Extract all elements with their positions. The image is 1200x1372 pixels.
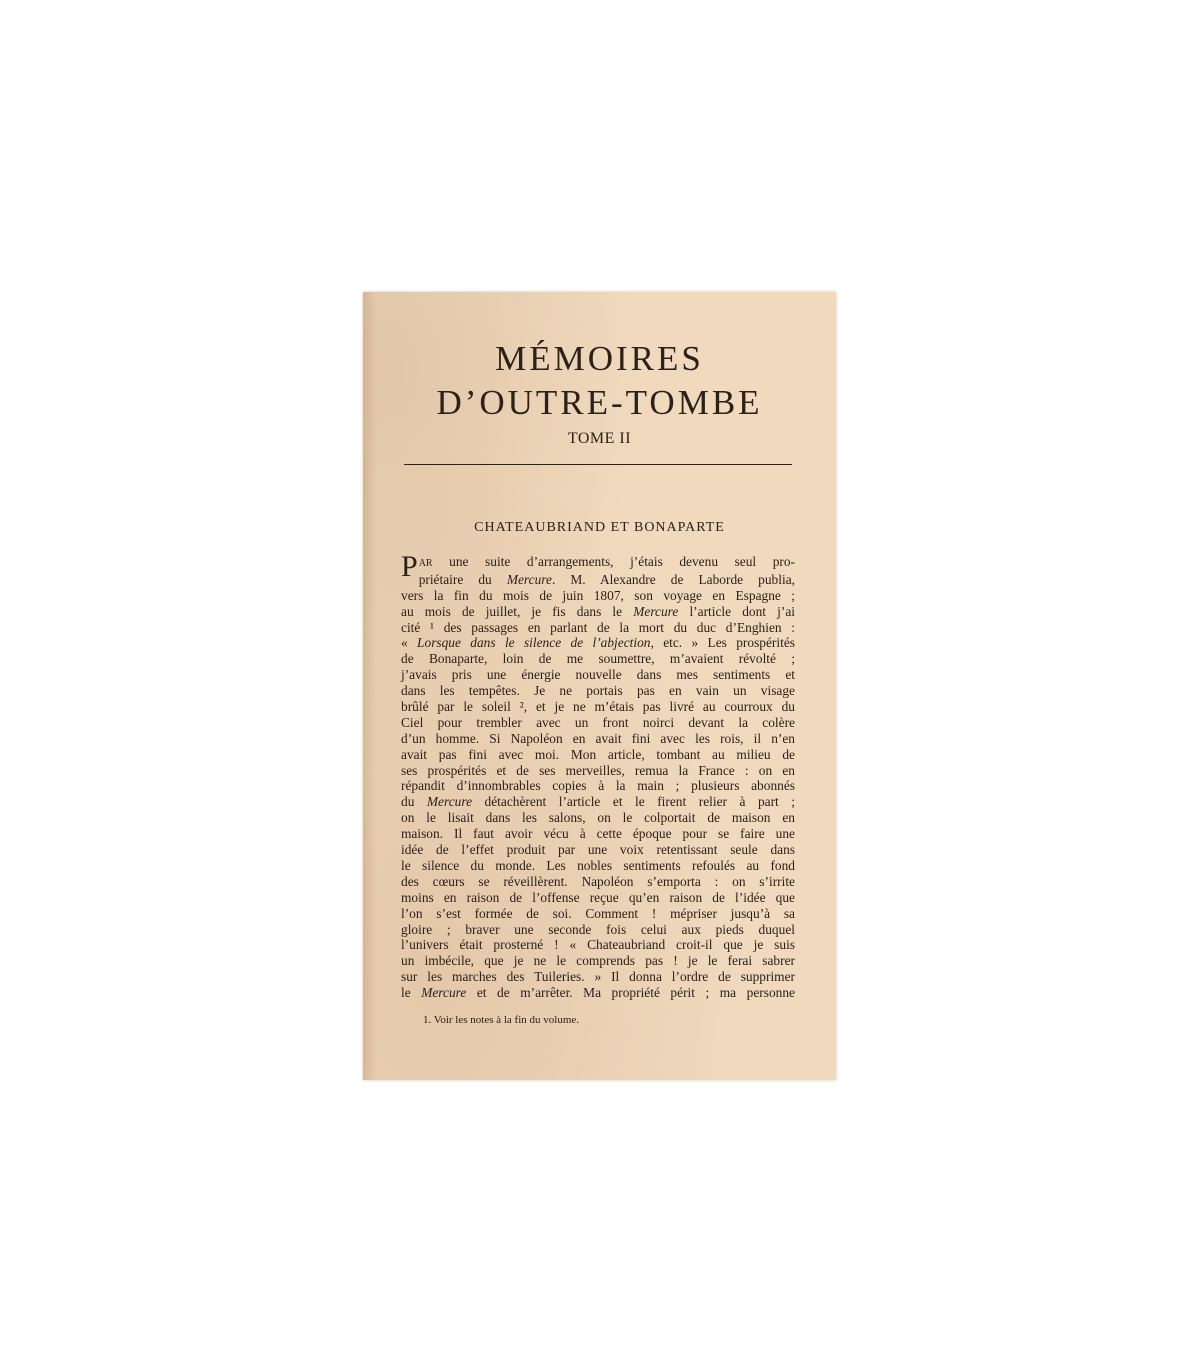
body-line: Ciel pour trembler avec un front noirci devant la colère [401, 714, 795, 730]
body-line: ses prospérités et de ses merveilles, remua la France : on en [401, 762, 795, 778]
chapter-heading: CHATEAUBRIAND ET BONAPARTE [474, 520, 725, 535]
body-line: d’un homme. Si Napoléon en avait fini avec les rois, il n’en [401, 730, 795, 746]
footnote: 1. Voir les notes à la fin du volume. [423, 1014, 580, 1026]
body-line-text: une suite d’arrangements, j’étais devenu seul pro- [432, 554, 795, 569]
drop-cap-continuation: AR [418, 558, 433, 569]
body-line: moins en raison de l’offense reçue qu’en raison de l’idée que [401, 889, 795, 905]
body-line: on le lisait dans les salons, on le colportait de maison en [401, 810, 795, 826]
book-title-line-1: MÉMOIRES [495, 339, 704, 378]
body-line: j’avais pris une énergie nouvelle dans mes sentiments et [401, 667, 795, 683]
body-line: le Mercure et de m’arrêter. Ma propriété périt ; ma personne [401, 985, 795, 1001]
book-page [363, 292, 836, 1080]
body-line: sur les marches des Tuileries. » Il donna l’ordre de supprimer [401, 969, 795, 985]
body-line: au mois de juillet, je fis dans le Mercure l’article dont j’ai [401, 603, 795, 619]
body-line: du Mercure détachèrent l’article et le firent relier à part ; [401, 794, 795, 810]
body-line: le silence du monde. Les nobles sentiments refoulés au fond [401, 857, 795, 873]
body-line: avait pas fini avec moi. Mon article, tombant au milieu de [401, 746, 795, 762]
drop-cap: P [401, 550, 418, 583]
chapter-body [401, 550, 795, 1001]
body-line: gloire ; braver une seconde fois celui aux pieds duquel [401, 921, 795, 937]
book-title-line-2: D’OUTRE-TOMBE [436, 383, 763, 422]
body-line: répandit d’innombrables copies à la main ; plusieurs abonnés [401, 778, 795, 794]
body-line: un imbécile, que je ne le comprends pas ! je le ferai sabrer [401, 953, 795, 969]
body-line: priétaire du Mercure. M. Alexandre de Laborde publia, [418, 571, 795, 587]
volume-label: TOME II [567, 430, 632, 447]
title-rule [404, 464, 792, 465]
body-line: « Lorsque dans le silence de l’abjection, etc. » Les prospérités [401, 635, 795, 651]
body-lines [401, 572, 795, 1001]
body-line: des cœurs se réveillèrent. Napoléon s’emporta : on s’irrite [401, 873, 795, 889]
body-line: maison. Il faut avoir vécu à cette époque pour se faire une [401, 826, 795, 842]
body-line: l’on s’est formée de soi. Comment ! mépriser jusqu’à sa [401, 905, 795, 921]
body-line: de Bonaparte, loin de me soumettre, m’avaient révolté ; [401, 651, 795, 667]
body-line: dans les tempêtes. Je ne portais pas en vain un visage [401, 683, 795, 699]
body-line: idée de l’effet produit par une voix retentissant seule dans [401, 842, 795, 858]
body-line: cité ¹ des passages en parlant de la mort du duc d’Enghien : [401, 619, 795, 635]
body-line: l’univers était prosterné ! « Chateaubriand croit-il que je suis [401, 937, 795, 953]
body-line: brûlé par le soleil ², et je ne m’étais pas livré au courroux du [401, 699, 795, 715]
body-line: vers la fin du mois de juin 1807, son voyage en Espagne ; [401, 587, 795, 603]
